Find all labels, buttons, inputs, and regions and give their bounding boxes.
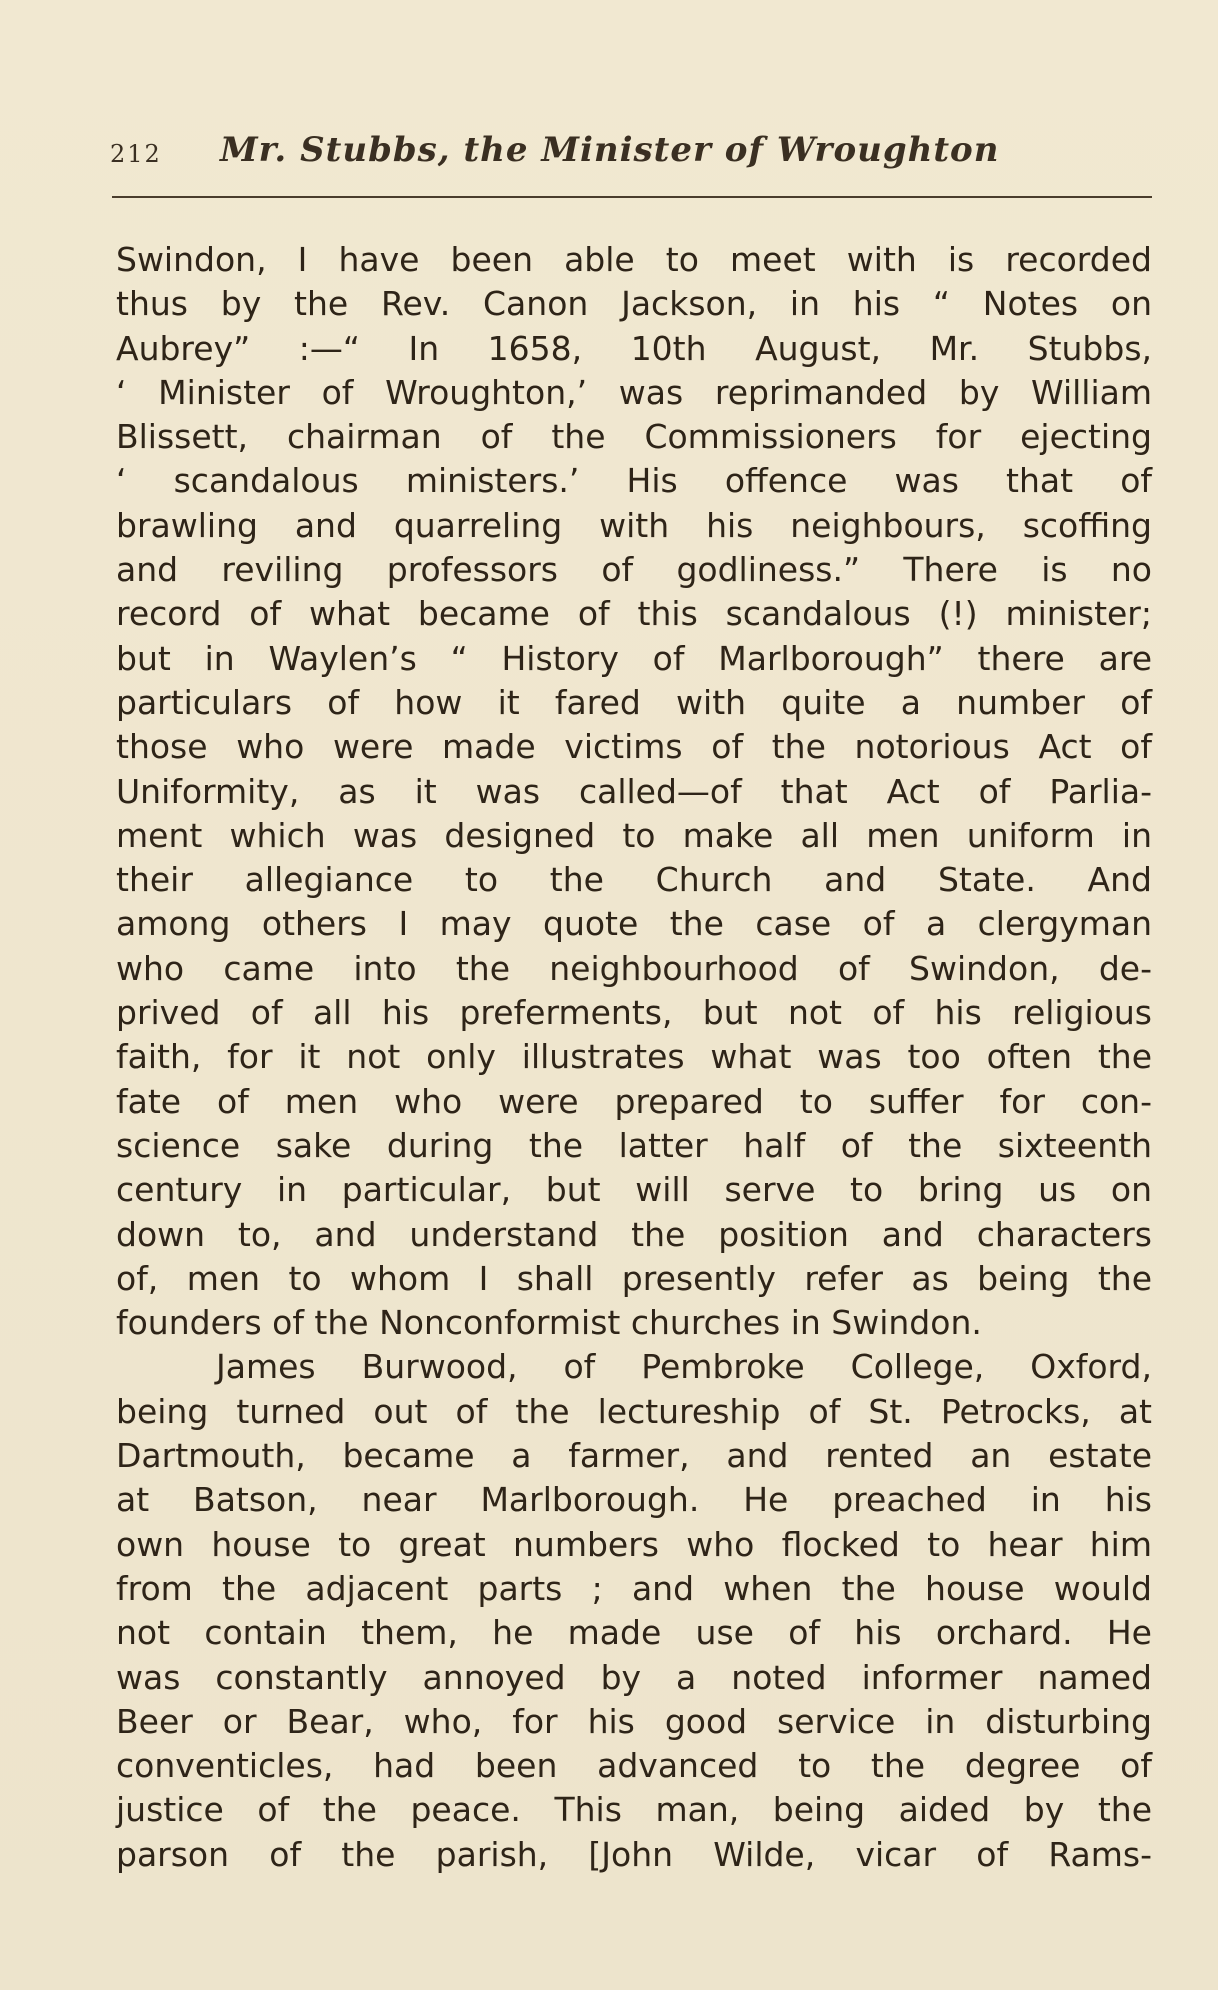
text-line: faith, for it not only illustrates what was too often the	[116, 1037, 1152, 1077]
text-line: but in Waylen’s “ History of Marlborough” there are	[116, 638, 1152, 678]
text-line: founders of the Nonconformist churches in Swindon.	[116, 1303, 982, 1343]
text-line: among others I may quote the case of a clergyman	[116, 904, 1152, 944]
text-line: particulars of how it fared with quite a number of	[116, 682, 1152, 722]
text-line: Blissett, chairman of the Commissioners for ejecting	[116, 417, 1152, 457]
running-head	[110, 126, 1150, 186]
text-line: and reviling professors of godliness.” There is no	[116, 550, 1152, 590]
text-line: ‘ Minister of Wroughton,’ was reprimanded by William	[116, 372, 1152, 412]
text-line: prived of all his preferments, but not of his religious	[116, 993, 1152, 1033]
text-line: Dartmouth, became a farmer, and rented an estate	[116, 1436, 1152, 1476]
text-line: justice of the peace. This man, being aided by the	[116, 1790, 1152, 1830]
text-line: James Burwood, of Pembroke College, Oxford,	[216, 1347, 1152, 1387]
text-line: century in particular, but will serve to bring us on	[116, 1170, 1152, 1210]
paragraph-2	[116, 1345, 1152, 1877]
text-line: brawling and quarreling with his neighbours, scoffing	[116, 505, 1152, 545]
text-line: Swindon, I have been able to meet with is recorded	[116, 240, 1152, 279]
text-line: who came into the neighbourhood of Swindon, de-	[116, 948, 1152, 988]
text-line: science sake during the latter half of the sixteenth	[116, 1125, 1152, 1165]
text-line: those who were made victims of the notorious Act of	[116, 727, 1152, 767]
text-line: from the adjacent parts ; and when the house would	[116, 1568, 1152, 1608]
text-line: at Batson, near Marlborough. He preached in his	[116, 1480, 1152, 1520]
text-line: Aubrey” :—“ In 1658, 10th August, Mr. Stubbs,	[116, 328, 1152, 368]
text-line: ‘ scandalous ministers.’ His offence was that of	[116, 461, 1152, 501]
text-line: Beer or Bear, who, for his good service in disturbing	[116, 1701, 1152, 1741]
text-line: ment which was designed to make all men uniform in	[116, 815, 1152, 855]
paragraph-1	[116, 238, 1152, 1345]
header-rule	[112, 196, 1152, 198]
text-line: thus by the Rev. Canon Jackson, in his “ Notes on	[116, 284, 1152, 324]
text-line: was constantly annoyed by a noted informer named	[116, 1657, 1152, 1697]
text-line: not contain them, he made use of his orchard. He	[116, 1613, 1152, 1653]
text-line: record of what became of this scandalous (!) minister;	[116, 594, 1152, 634]
text-line: conventicles, had been advanced to the degree of	[116, 1746, 1152, 1786]
body-text	[116, 238, 1152, 1877]
text-line: of, men to whom I shall presently refer as being the	[116, 1258, 1152, 1298]
text-line: being turned out of the lectureship of St. Petrocks, at	[116, 1391, 1152, 1431]
text-line: parson of the parish, [John Wilde, vicar of Rams-	[116, 1834, 1152, 1874]
text-line: own house to great numbers who flocked to hear him	[116, 1524, 1152, 1564]
text-line: down to, and understand the position and characters	[116, 1214, 1152, 1254]
text-line: their allegiance to the Church and State. And	[116, 860, 1152, 900]
text-line: Uniformity, as it was called—of that Act of Parlia-	[116, 771, 1152, 811]
page-number: 212	[110, 140, 162, 168]
running-title: Mr. Stubbs, the Minister of Wroughton	[220, 130, 1000, 170]
text-line: fate of men who were prepared to suffer for con-	[116, 1081, 1152, 1121]
